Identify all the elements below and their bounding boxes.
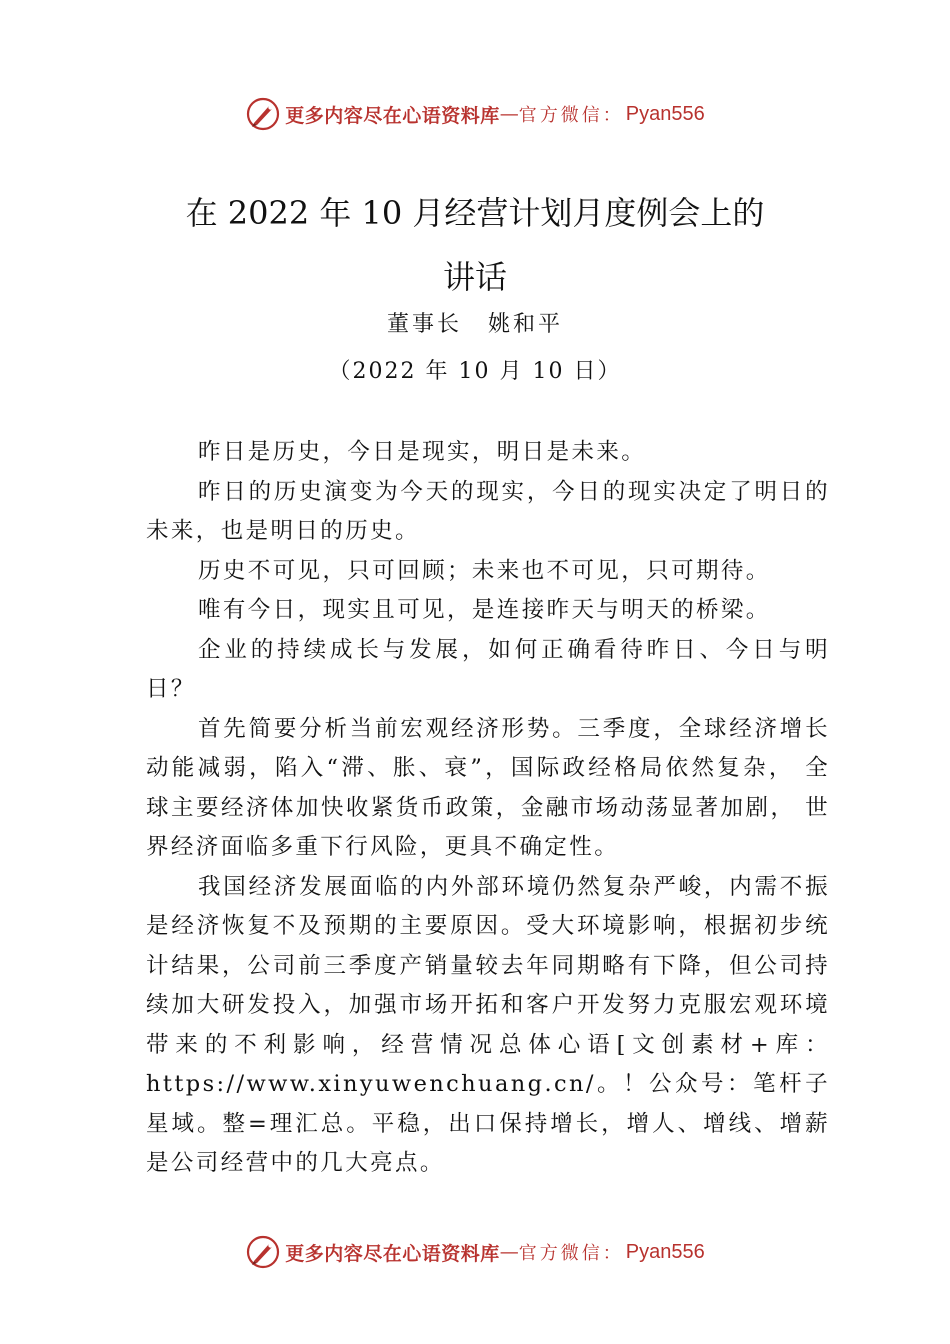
doc-title-line1: 在 2022 年 10 月经营计划月度例会上的 — [185, 194, 765, 232]
speech-body — [146, 433, 830, 1184]
banner-wechat-id: Pyan556 — [625, 102, 705, 125]
banner-wechat-label: 官方微信： — [518, 105, 624, 126]
author-name: 姚和平 — [488, 312, 564, 337]
paragraph: 昨日的历史演变为今天的现实，今日的现实决定了明日的未来，也是明日的历史。 — [146, 478, 830, 544]
author-line — [0, 307, 950, 338]
paragraph: 我国经济发展面临的内外部环境仍然复杂严峻，内需不振是经济恢复不及预期的主要原因。受大环境影响，根据初步统计结果，公司前三季度产销量较去年同期略有下降，但公司持续加大研发投入，加强市场开拓和客户开发努力克服宏观环境带来的不利影响，经营情况总体心语[文创素材+库：https://www.xinyuwenchuang.cn/。！公众号：笔杆子星域。整=理汇总。平稳，出口保持增长，增人、增线、增薪是公司经营中的几大亮点。 — [146, 873, 830, 1176]
speech-date: （2022 年 10 月 10 日） — [328, 359, 622, 384]
banner-dash: — — [499, 1241, 519, 1263]
paragraph: 昨日是历史，今日是现实，明日是未来。 — [198, 439, 647, 465]
paragraph: 企业的持续成长与发展，如何正确看待昨日、今日与明日？ — [146, 636, 830, 702]
paragraph: 历史不可见，只可回顾；未来也不可见，只可期待。 — [198, 557, 771, 584]
pen-logo-icon — [245, 1234, 281, 1270]
banner-main-text: 更多内容尽在心语资料库 — [285, 1242, 500, 1265]
banner-dash: — — [499, 103, 519, 125]
paragraph: 首先简要分析当前宏观经济形势。三季度，全球经济增长动能减弱，陷入“滞、胀、衰”，国际政经格局依然复杂， 全球主要经济体加快收紧货币政策，金融市场动荡显著加剧， 世界经济面临多重下行风险，更具不确定性。 — [146, 715, 830, 860]
header-banner — [0, 94, 950, 134]
banner-main-text: 更多内容尽在心语资料库 — [285, 104, 500, 127]
author-role: 董事长 — [386, 312, 462, 337]
footer-banner — [0, 1232, 950, 1272]
banner-wechat-label: 官方微信： — [518, 1243, 624, 1264]
doc-title-line2: 讲话 — [442, 258, 507, 296]
pen-logo-icon — [245, 96, 281, 132]
paragraph: 唯有今日，现实且可见，是连接昨天与明天的桥梁。 — [198, 597, 771, 623]
banner-wechat-id: Pyan556 — [625, 1240, 705, 1263]
